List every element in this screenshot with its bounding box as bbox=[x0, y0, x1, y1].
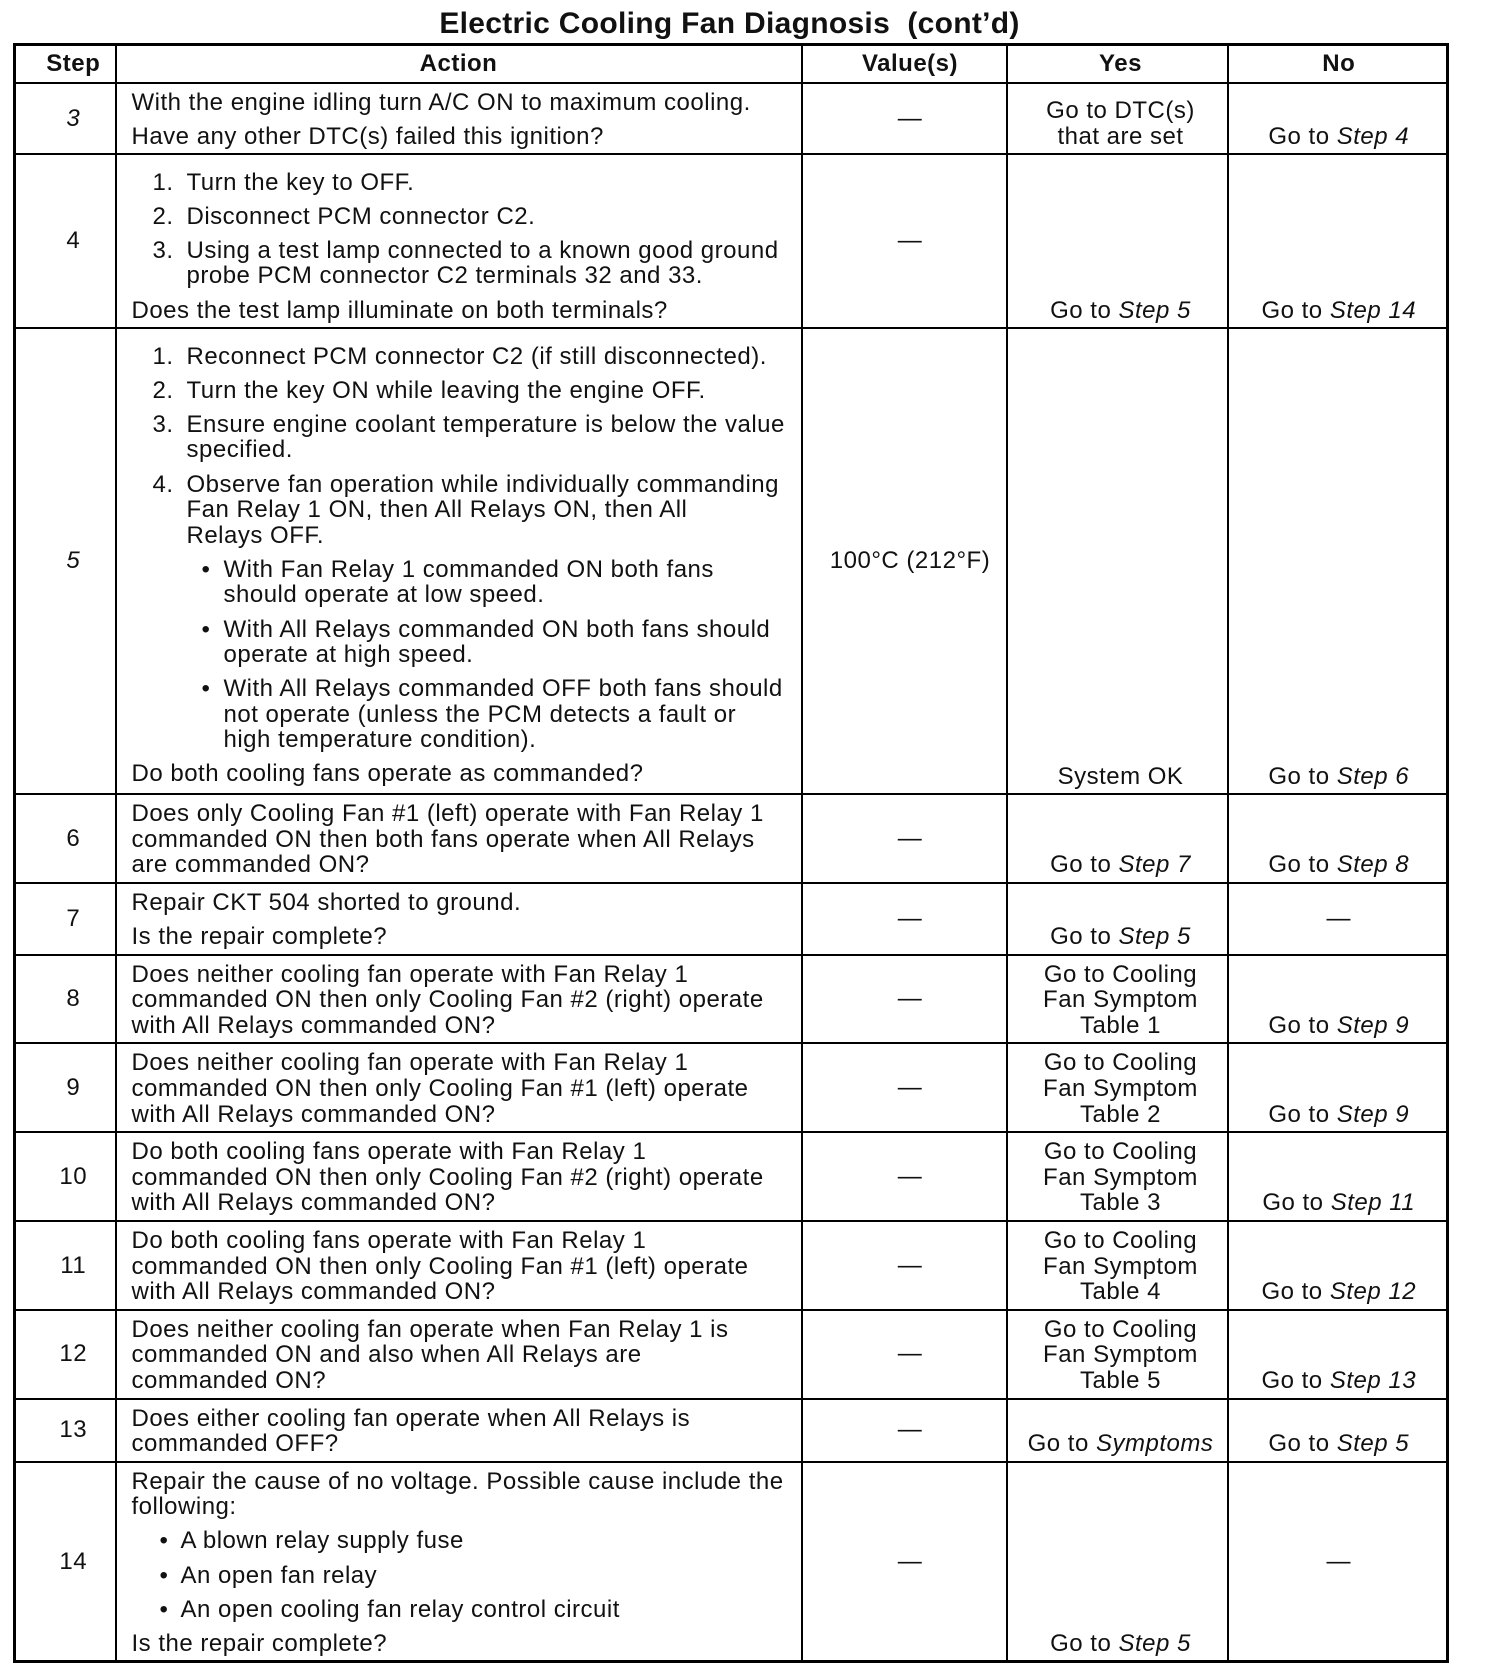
action-line: Disconnect PCM connector C2. bbox=[186, 202, 536, 230]
action-line: An open fan relay bbox=[180, 1561, 378, 1589]
step-cell bbox=[15, 1221, 116, 1310]
table-row bbox=[15, 883, 1448, 955]
no-line bbox=[1232, 1431, 1447, 1457]
value-cell bbox=[802, 1310, 1007, 1399]
step-number: 14 bbox=[59, 1547, 88, 1575]
action-list-item bbox=[117, 472, 801, 549]
action-line: Turn the key ON while leaving the engine OFF. bbox=[186, 376, 706, 404]
step-number: 13 bbox=[59, 1416, 88, 1444]
action-list-item bbox=[117, 1563, 801, 1589]
yes-line bbox=[1015, 298, 1227, 324]
step-number: 3 bbox=[66, 104, 81, 132]
step-number: 12 bbox=[59, 1340, 88, 1368]
no-cell bbox=[1228, 883, 1448, 955]
header-no: No bbox=[1228, 45, 1448, 83]
yes-line: System OK bbox=[1057, 762, 1184, 790]
goto-reference: Step 8 bbox=[1336, 851, 1410, 879]
dash-placeholder: — bbox=[897, 1074, 923, 1101]
action-line: Fan Relay 1 ON, then All Relays ON, then All bbox=[186, 496, 688, 524]
action-paragraph bbox=[117, 1228, 801, 1305]
value-cell bbox=[802, 883, 1007, 955]
dash-placeholder: — bbox=[897, 985, 923, 1013]
action-list-item bbox=[117, 676, 801, 753]
action-line: With the engine idling turn A/C ON to maximum cooling. bbox=[131, 88, 751, 116]
header-step: Step bbox=[15, 45, 116, 83]
action-cell bbox=[116, 1399, 802, 1462]
dash-placeholder: — bbox=[897, 227, 923, 255]
yes-cell bbox=[1007, 1462, 1228, 1662]
no-cell bbox=[1228, 1043, 1448, 1132]
yes-cell bbox=[1007, 955, 1228, 1044]
goto-reference: Step 5 bbox=[1336, 1430, 1410, 1458]
action-line: with All Relays commanded ON? bbox=[131, 1189, 496, 1217]
table-row bbox=[15, 83, 1448, 155]
value-line: 100°C (212°F) bbox=[829, 547, 991, 575]
action-list-item bbox=[117, 412, 801, 463]
action-line: With All Relays commanded ON both fans should bbox=[223, 615, 771, 643]
goto-prefix: Go to bbox=[1050, 923, 1119, 951]
action-line: probe PCM connector C2 terminals 32 and 33. bbox=[186, 262, 703, 290]
action-cell bbox=[116, 955, 802, 1044]
goto-reference: Step 4 bbox=[1336, 122, 1410, 150]
yes-line: Fan Symptom bbox=[1043, 1163, 1198, 1191]
step-number: 7 bbox=[66, 904, 81, 932]
action-paragraph bbox=[117, 801, 801, 878]
yes-line: Go to Cooling bbox=[1043, 1315, 1198, 1343]
yes-cell bbox=[1007, 328, 1228, 794]
step-number: 4 bbox=[66, 227, 81, 255]
goto-reference: Step 5 bbox=[1118, 1629, 1191, 1657]
dash-placeholder: — bbox=[897, 1251, 923, 1279]
action-line: operate at high speed. bbox=[223, 641, 474, 669]
goto-prefix: Go to bbox=[1268, 762, 1337, 790]
action-paragraph bbox=[117, 962, 801, 1039]
action-line: commanded ON then only Cooling Fan #1 (left) operate bbox=[131, 1075, 749, 1102]
yes-line bbox=[1015, 852, 1227, 878]
yes-line: Table 3 bbox=[1080, 1189, 1161, 1217]
yes-line: Go to Cooling bbox=[1043, 1226, 1198, 1254]
action-line: commanded ON and also when All Relays are bbox=[131, 1341, 642, 1369]
goto-reference: Symptoms bbox=[1096, 1430, 1214, 1458]
action-line: are commanded ON? bbox=[131, 851, 370, 879]
action-list-item bbox=[117, 1597, 801, 1623]
no-cell bbox=[1228, 83, 1448, 155]
action-paragraph bbox=[117, 1050, 801, 1127]
step-cell bbox=[15, 955, 116, 1044]
table-row bbox=[15, 154, 1448, 328]
no-cell bbox=[1228, 794, 1448, 883]
action-paragraph bbox=[117, 298, 801, 324]
action-line: commanded OFF? bbox=[131, 1430, 339, 1458]
no-line bbox=[1232, 1190, 1447, 1216]
goto-prefix: Go to bbox=[1050, 851, 1119, 879]
action-line: following: bbox=[131, 1493, 237, 1521]
no-line bbox=[1232, 1368, 1447, 1394]
bullet-marker: • bbox=[201, 555, 211, 583]
yes-cell bbox=[1007, 883, 1228, 955]
bullet-marker: • bbox=[159, 1561, 169, 1589]
goto-prefix: Go to bbox=[1268, 851, 1337, 879]
action-line: high temperature condition). bbox=[223, 726, 537, 754]
action-line: with All Relays commanded ON? bbox=[131, 1278, 496, 1306]
step-number: 9 bbox=[66, 1074, 81, 1101]
action-line: commanded ON then only Cooling Fan #1 (left) operate bbox=[131, 1252, 749, 1280]
action-paragraph bbox=[117, 90, 801, 116]
goto-prefix: Go to bbox=[1050, 296, 1119, 324]
step-cell bbox=[15, 1132, 116, 1221]
no-line bbox=[1232, 298, 1447, 324]
no-line bbox=[1232, 1102, 1447, 1128]
no-cell bbox=[1228, 328, 1448, 794]
step-cell bbox=[15, 1462, 116, 1662]
action-cell bbox=[116, 1462, 802, 1662]
dash-placeholder: — bbox=[897, 104, 923, 132]
action-paragraph bbox=[117, 1139, 801, 1216]
action-cell bbox=[116, 83, 802, 155]
action-line: commanded ON? bbox=[131, 1366, 327, 1394]
goto-reference: Step 9 bbox=[1336, 1100, 1410, 1128]
yes-line: Go to DTC(s) bbox=[1046, 97, 1195, 124]
value-cell bbox=[802, 1132, 1007, 1221]
action-cell bbox=[116, 154, 802, 328]
dash-placeholder: — bbox=[897, 1340, 923, 1368]
goto-reference: Step 11 bbox=[1330, 1189, 1416, 1217]
action-cell bbox=[116, 328, 802, 794]
table-row bbox=[15, 1221, 1448, 1310]
dash-placeholder: — bbox=[897, 824, 923, 852]
yes-line bbox=[1015, 924, 1227, 950]
table-row bbox=[15, 1043, 1448, 1132]
dash-placeholder: — bbox=[897, 1162, 923, 1190]
item-number: 1. bbox=[152, 168, 174, 196]
yes-line: Table 5 bbox=[1080, 1366, 1161, 1394]
action-line: Repair CKT 504 shorted to ground. bbox=[131, 888, 522, 916]
header-values: Value(s) bbox=[802, 45, 1007, 83]
goto-prefix: Go to bbox=[1268, 1430, 1337, 1458]
table-header bbox=[15, 45, 1448, 83]
yes-cell bbox=[1007, 83, 1228, 155]
bullet-marker: • bbox=[201, 675, 211, 703]
value-cell bbox=[802, 1221, 1007, 1310]
dash-placeholder: — bbox=[897, 1416, 923, 1444]
step-cell bbox=[15, 1399, 116, 1462]
goto-reference: Step 5 bbox=[1118, 923, 1191, 951]
yes-line: Fan Symptom bbox=[1043, 1075, 1198, 1102]
action-list-item bbox=[117, 617, 801, 668]
item-number: 4. bbox=[152, 470, 174, 498]
table-row bbox=[15, 794, 1448, 883]
action-line: Reconnect PCM connector C2 (if still disconnected). bbox=[186, 342, 767, 370]
header-yes: Yes bbox=[1007, 45, 1228, 83]
action-paragraph bbox=[117, 124, 801, 150]
yes-line: Go to Cooling bbox=[1043, 960, 1198, 988]
no-line bbox=[1232, 852, 1447, 878]
goto-reference: Step 12 bbox=[1329, 1278, 1417, 1306]
yes-line: Go to Cooling bbox=[1043, 1138, 1198, 1166]
action-cell bbox=[116, 1132, 802, 1221]
yes-cell bbox=[1007, 794, 1228, 883]
yes-cell bbox=[1007, 1310, 1228, 1399]
step-cell bbox=[15, 328, 116, 794]
value-cell bbox=[802, 1043, 1007, 1132]
no-cell bbox=[1228, 955, 1448, 1044]
action-list-item bbox=[117, 1528, 801, 1554]
action-paragraph bbox=[117, 1317, 801, 1394]
goto-reference: Step 9 bbox=[1336, 1011, 1410, 1039]
table-row bbox=[15, 1399, 1448, 1462]
no-cell bbox=[1228, 1221, 1448, 1310]
no-line bbox=[1232, 1279, 1447, 1305]
action-line: commanded ON then both fans operate when All Relays bbox=[131, 825, 755, 853]
header-action: Action bbox=[116, 45, 802, 83]
yes-cell bbox=[1007, 1043, 1228, 1132]
action-line: Does neither cooling fan operate with Fan Relay 1 bbox=[131, 960, 689, 988]
action-cell bbox=[116, 794, 802, 883]
dash-placeholder: — bbox=[1326, 1547, 1351, 1575]
no-cell bbox=[1228, 1462, 1448, 1662]
step-cell bbox=[15, 1043, 116, 1132]
action-line: Does the test lamp illuminate on both terminals? bbox=[131, 296, 668, 324]
action-line: with All Relays commanded ON? bbox=[131, 1011, 496, 1039]
goto-prefix: Go to bbox=[1050, 1629, 1119, 1657]
yes-cell bbox=[1007, 1399, 1228, 1462]
action-paragraph bbox=[117, 1406, 801, 1457]
yes-line: Go to Cooling bbox=[1043, 1049, 1198, 1077]
action-line: An open cooling fan relay control circuit bbox=[180, 1595, 620, 1623]
table-row bbox=[15, 1462, 1448, 1662]
goto-reference: Step 13 bbox=[1329, 1366, 1417, 1394]
header-row bbox=[15, 45, 1448, 83]
value-cell bbox=[802, 955, 1007, 1044]
action-list-item bbox=[117, 204, 801, 230]
value-cell bbox=[802, 794, 1007, 883]
action-list-item bbox=[117, 238, 801, 289]
page-title: Electric Cooling Fan Diagnosis (cont’d) bbox=[439, 7, 1020, 40]
action-line: Do both cooling fans operate as commanded? bbox=[131, 760, 644, 788]
value-cell bbox=[802, 328, 1007, 794]
yes-cell bbox=[1007, 1221, 1228, 1310]
action-list-item bbox=[117, 344, 801, 370]
step-number: 8 bbox=[66, 985, 81, 1013]
yes-line: Fan Symptom bbox=[1043, 986, 1198, 1014]
goto-prefix: Go to bbox=[1027, 1430, 1096, 1458]
action-cell bbox=[116, 883, 802, 955]
action-line: A blown relay supply fuse bbox=[180, 1527, 464, 1555]
action-line: not operate (unless the PCM detects a fault or bbox=[223, 700, 737, 728]
action-line: commanded ON then only Cooling Fan #2 (right) operate bbox=[131, 1163, 764, 1191]
table-row bbox=[15, 1132, 1448, 1221]
no-cell bbox=[1228, 154, 1448, 328]
step-number: 5 bbox=[66, 547, 81, 575]
diagnosis-table bbox=[13, 43, 1449, 1663]
goto-reference: Step 7 bbox=[1118, 851, 1191, 879]
step-cell bbox=[15, 1310, 116, 1399]
action-line: Have any other DTC(s) failed this ignition? bbox=[131, 122, 604, 150]
step-cell bbox=[15, 83, 116, 155]
action-paragraph bbox=[117, 924, 801, 950]
dash-placeholder: — bbox=[897, 1547, 923, 1575]
action-line: With Fan Relay 1 commanded ON both fans bbox=[223, 555, 714, 583]
step-cell bbox=[15, 794, 116, 883]
no-cell bbox=[1228, 1132, 1448, 1221]
action-line: Is the repair complete? bbox=[131, 923, 388, 951]
action-line: Relays OFF. bbox=[186, 521, 325, 549]
yes-line bbox=[1015, 1431, 1227, 1457]
no-line bbox=[1232, 764, 1447, 790]
action-cell bbox=[116, 1310, 802, 1399]
action-line: with All Relays commanded ON? bbox=[131, 1100, 496, 1128]
item-number: 1. bbox=[152, 342, 174, 370]
action-line: Do both cooling fans operate with Fan Relay 1 bbox=[131, 1138, 647, 1166]
action-list-item bbox=[117, 378, 801, 404]
item-number: 2. bbox=[152, 202, 174, 230]
action-paragraph bbox=[117, 890, 801, 916]
action-line: With All Relays commanded OFF both fans should bbox=[223, 675, 783, 703]
yes-line: Table 4 bbox=[1080, 1278, 1161, 1306]
step-cell bbox=[15, 154, 116, 328]
dash-placeholder: — bbox=[897, 904, 923, 932]
action-paragraph bbox=[117, 1469, 801, 1520]
bullet-marker: • bbox=[159, 1595, 169, 1623]
action-line: Does neither cooling fan operate with Fan Relay 1 bbox=[131, 1049, 689, 1077]
no-cell bbox=[1228, 1310, 1448, 1399]
table-row bbox=[15, 955, 1448, 1044]
action-paragraph bbox=[117, 1631, 801, 1657]
yes-line: Table 2 bbox=[1080, 1100, 1161, 1128]
value-cell bbox=[802, 1399, 1007, 1462]
value-cell bbox=[802, 83, 1007, 155]
table-row bbox=[15, 328, 1448, 794]
goto-prefix: Go to bbox=[1262, 1189, 1331, 1217]
step-number: 10 bbox=[59, 1162, 88, 1190]
action-line: Does only Cooling Fan #1 (left) operate with Fan Relay 1 bbox=[131, 800, 764, 828]
action-line: Does either cooling fan operate when All Relays is bbox=[131, 1404, 691, 1432]
goto-prefix: Go to bbox=[1268, 1011, 1337, 1039]
yes-line: Table 1 bbox=[1080, 1011, 1161, 1039]
action-line: should operate at low speed. bbox=[223, 581, 545, 609]
action-line: Does neither cooling fan operate when Fan Relay 1 is bbox=[131, 1315, 729, 1343]
bullet-marker: • bbox=[159, 1527, 169, 1555]
no-cell bbox=[1228, 1399, 1448, 1462]
yes-cell bbox=[1007, 154, 1228, 328]
yes-line: Fan Symptom bbox=[1043, 1341, 1198, 1369]
goto-reference: Step 5 bbox=[1118, 296, 1191, 324]
action-line: Observe fan operation while individually commanding bbox=[186, 470, 779, 498]
value-cell bbox=[802, 154, 1007, 328]
action-line: specified. bbox=[186, 436, 293, 464]
table-row bbox=[15, 1310, 1448, 1399]
goto-prefix: Go to bbox=[1261, 1366, 1330, 1394]
yes-line: that are set bbox=[1057, 122, 1184, 150]
goto-prefix: Go to bbox=[1268, 122, 1337, 150]
item-number: 3. bbox=[152, 410, 174, 438]
action-line: commanded ON then only Cooling Fan #2 (right) operate bbox=[131, 986, 764, 1014]
goto-reference: Step 6 bbox=[1336, 762, 1410, 790]
yes-line: Fan Symptom bbox=[1043, 1252, 1198, 1280]
goto-prefix: Go to bbox=[1261, 296, 1330, 324]
goto-prefix: Go to bbox=[1268, 1100, 1337, 1128]
no-line bbox=[1232, 124, 1447, 150]
table-body bbox=[15, 83, 1448, 1662]
goto-prefix: Go to bbox=[1261, 1278, 1330, 1306]
action-line: Is the repair complete? bbox=[131, 1629, 388, 1657]
step-cell bbox=[15, 883, 116, 955]
item-number: 2. bbox=[152, 376, 174, 404]
action-line: Using a test lamp connected to a known good ground bbox=[186, 236, 779, 264]
action-line: Turn the key to OFF. bbox=[186, 168, 415, 196]
yes-cell bbox=[1007, 1132, 1228, 1221]
goto-reference: Step 14 bbox=[1329, 296, 1417, 324]
item-number: 3. bbox=[152, 236, 174, 264]
step-number: 11 bbox=[60, 1251, 87, 1279]
no-line bbox=[1232, 1013, 1447, 1039]
action-line: Ensure engine coolant temperature is below the value bbox=[186, 410, 785, 438]
bullet-marker: • bbox=[201, 615, 211, 643]
action-cell bbox=[116, 1043, 802, 1132]
action-list-item bbox=[117, 170, 801, 196]
action-line: Repair the cause of no voltage. Possible cause include the bbox=[131, 1467, 784, 1495]
action-line: Do both cooling fans operate with Fan Relay 1 bbox=[131, 1226, 647, 1254]
action-list-item bbox=[117, 557, 801, 608]
action-cell bbox=[116, 1221, 802, 1310]
action-paragraph bbox=[117, 761, 801, 787]
value-cell bbox=[802, 1462, 1007, 1662]
step-number: 6 bbox=[66, 824, 81, 852]
dash-placeholder: — bbox=[1326, 904, 1351, 932]
yes-line bbox=[1015, 1631, 1227, 1657]
